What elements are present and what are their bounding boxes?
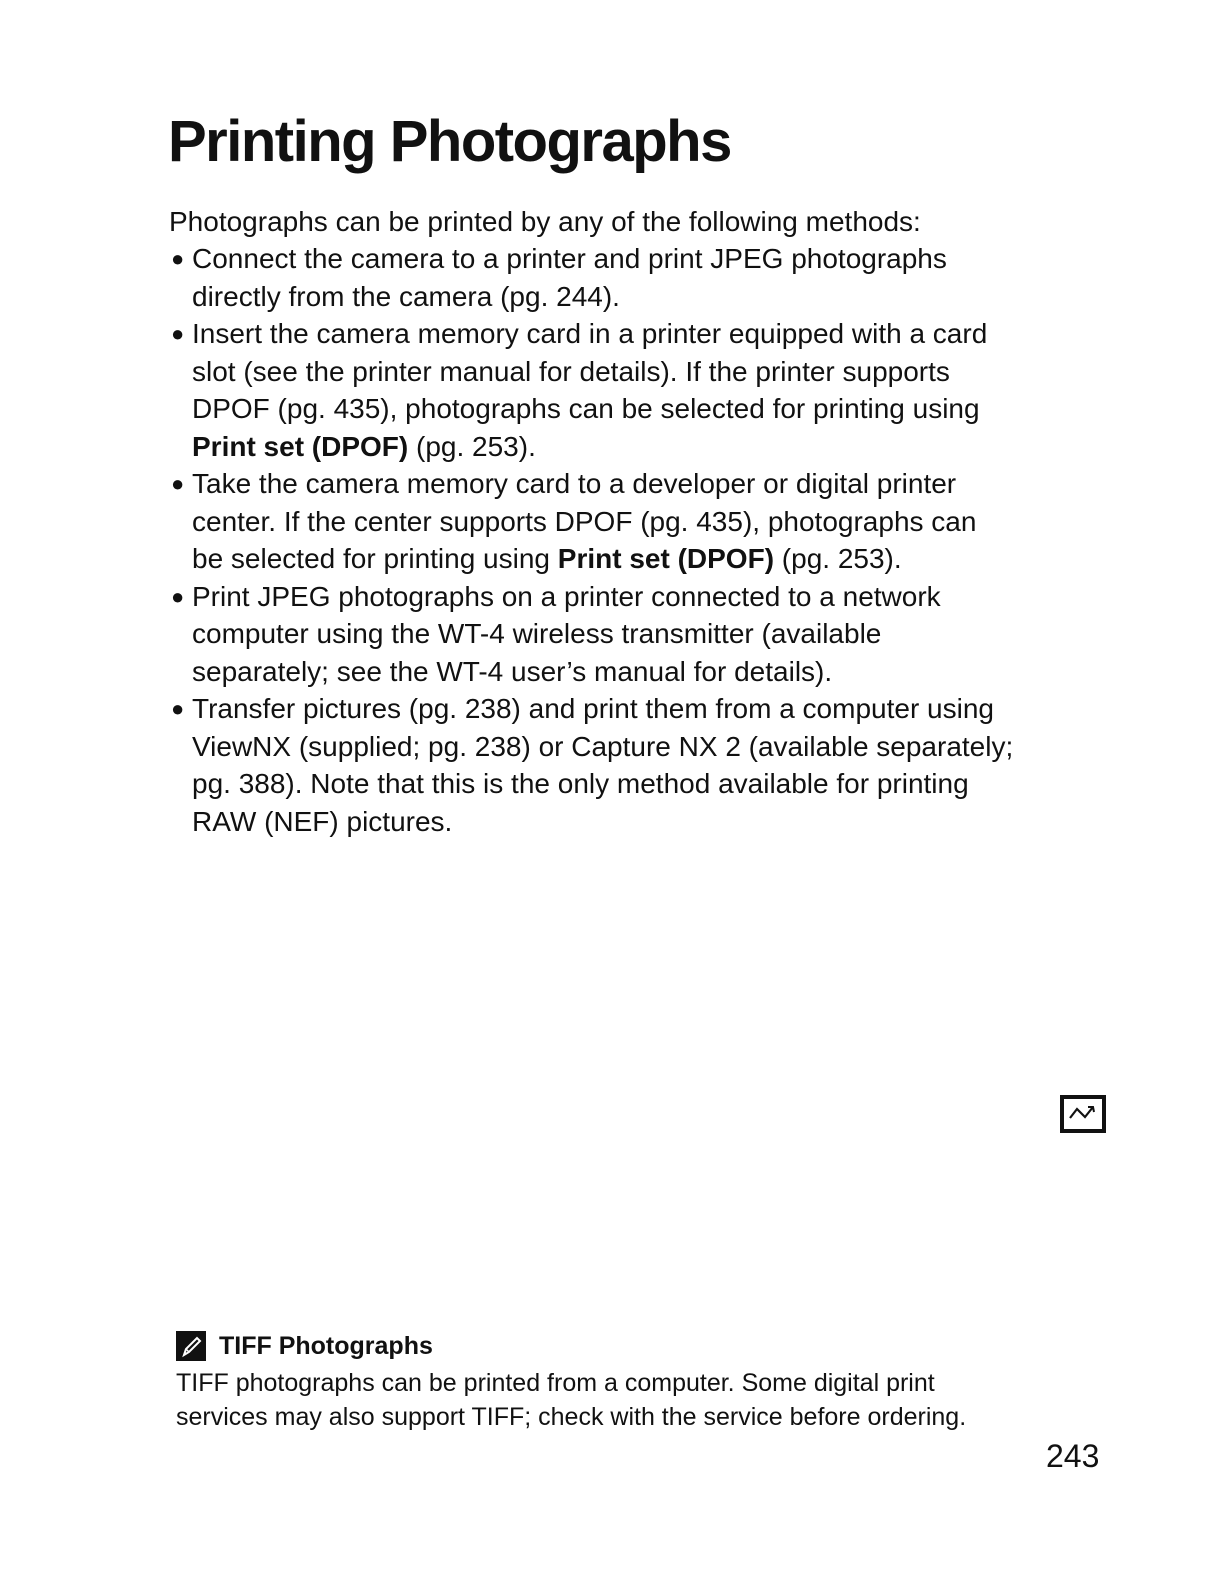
text-line: DPOF (pg. 435), photographs can be selected for printing using xyxy=(192,393,980,424)
text-line: Take the camera memory card to a developer or digital printer xyxy=(192,468,957,499)
page-reference: (pg. 253). xyxy=(774,543,902,574)
bullet-icon: ● xyxy=(171,246,185,271)
text-line: Print JPEG photographs on a printer connected to a network xyxy=(192,580,941,612)
menu-reference: Print set (DPOF) xyxy=(557,543,775,574)
text-line: center. If the center supports DPOF (pg. 435), photographs can xyxy=(192,505,977,537)
text-line: ViewNX (supplied; pg. 238) or Capture NX 2 (available separately; xyxy=(192,730,1014,762)
text-line: slot (see the printer manual for details). If the printer supports xyxy=(192,355,950,387)
bullet-icon: ● xyxy=(171,583,185,609)
note-header xyxy=(176,1328,1056,1364)
bullet-icon: ● xyxy=(171,696,185,721)
page-reference: (pg. 253). xyxy=(408,430,536,462)
menu-reference: Print set (DPOF) xyxy=(192,430,409,462)
note-box xyxy=(176,1328,1056,1434)
text-line: directly from the camera (pg. 244). xyxy=(192,280,620,312)
text-line xyxy=(192,540,1049,578)
text-line: RAW (NEF) pictures. xyxy=(192,805,453,837)
text-line: services may also support TIFF; check with the service before ordering. xyxy=(176,1403,967,1431)
text-line: Insert the camera memory card in a printer equipped with a card xyxy=(192,318,988,349)
bullet-icon: ● xyxy=(171,321,185,346)
note-title: TIFF Photographs xyxy=(219,1331,433,1360)
list-item xyxy=(169,578,1049,691)
text-line: pg. 388). Note that this is the only method available for printing xyxy=(192,768,969,799)
text-line: Transfer pictures (pg. 238) and print them from a computer using xyxy=(192,693,994,724)
text-line: Connect the camera to a printer and print JPEG photographs xyxy=(192,243,947,274)
text-segment: be selected for printing using xyxy=(192,543,558,574)
page-number: 243 xyxy=(1046,1438,1100,1474)
pencil-icon xyxy=(176,1331,206,1361)
intro-text: Photographs can be printed by any of the following methods: xyxy=(169,206,921,237)
playback-icon xyxy=(1060,1095,1106,1133)
list-item xyxy=(169,315,1049,465)
method-list xyxy=(169,240,1049,840)
text-line: TIFF photographs can be printed from a computer. Some digital print xyxy=(176,1369,935,1397)
note-body xyxy=(176,1366,1056,1434)
text-line xyxy=(192,428,1049,466)
text-line: computer using the WT-4 wireless transmitter (available xyxy=(192,618,882,649)
list-item xyxy=(169,465,1049,578)
list-item xyxy=(169,240,1049,315)
list-item xyxy=(169,690,1049,840)
text-line: separately; see the WT-4 user’s manual for details). xyxy=(192,655,833,687)
page-title: Printing Photographs xyxy=(168,109,731,174)
bullet-icon: ● xyxy=(171,471,185,496)
